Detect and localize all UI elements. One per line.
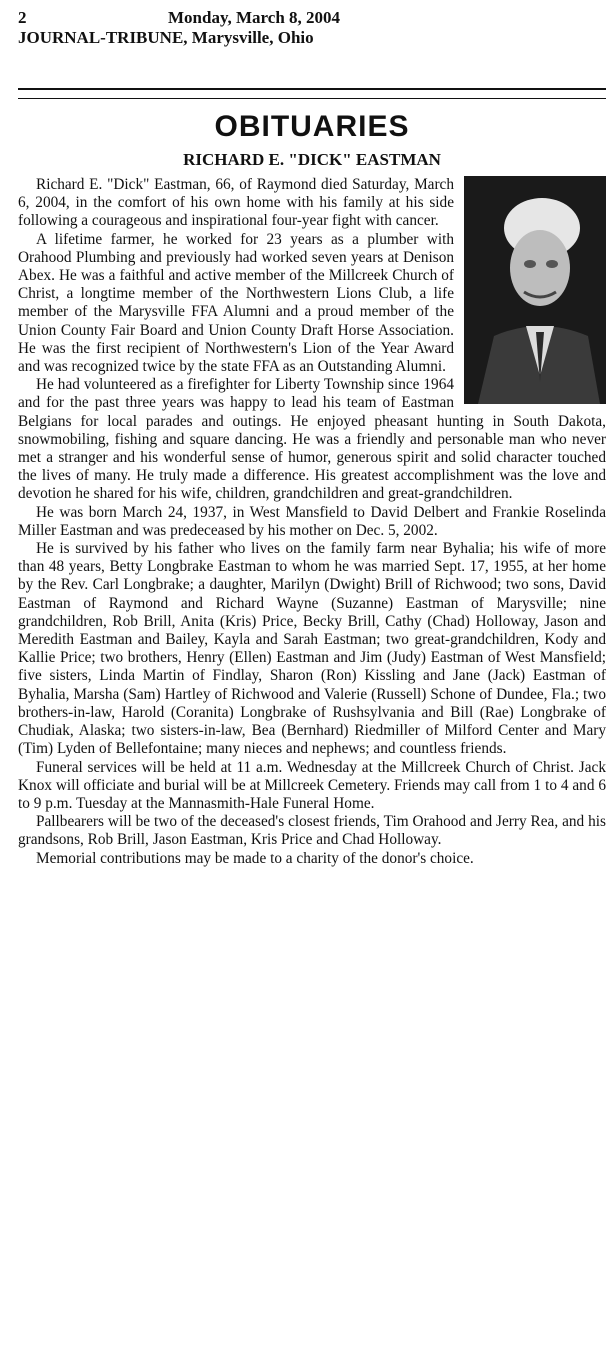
- paragraph-intro: Richard E. "Dick" Eastman, 66, of Raymond died Saturday, March 6, 2004, in the comfort of his own home with his family at his side following a courageous and inspirational four-year fight with cancer.: [18, 176, 454, 230]
- page-header: [18, 8, 608, 48]
- paragraph-memorials: Memorial contributions may be made to a charity of the donor's choice.: [36, 849, 474, 867]
- paragraph-services: Funeral services will be held at 11 a.m. Wednesday at the Millcreek Church of Christ. Jack Knox will officiate and burial will be at Millcreek Cemetery. Friends may call from 1 to 4 and 6 to 9 p.m. Tuesday at the Mannasmith-Hale Funeral Home.: [18, 758, 606, 812]
- paragraph-birth: He was born March 24, 1937, in West Mansfield to David Delbert and Frankie Roselinda Miller Eastman and was predeceased by his mother on Dec. 5, 2002.: [18, 503, 606, 539]
- photo-wrap-spacer: [454, 176, 606, 410]
- section-title: OBITUARIES: [214, 110, 410, 143]
- paragraph-career: A lifetime farmer, he worked for 23 years as a plumber with Orahood Plumbing and previously had worked seven years at Denison Abex. He was a faithful and active member of the Millcreek Church of Christ, a longtime member of the Northwestern Lions Club, a life member of the Marysville FFA Alumni and a proud member of the Union County Fair Board and Union County Draft Horse Association. He was the first recipient of Northwestern's Lion of the Year Award and was recognized twice by the state FFA as an Outstanding Alumni.: [18, 230, 454, 376]
- section-rule: [18, 88, 606, 99]
- paragraph-pallbearers: Pallbearers will be two of the deceased's closest friends, Tim Orahood and Jerry Rea, and his grandsons, Rob Brill, Jason Eastman, Kris Price and Chad Holloway.: [18, 813, 606, 849]
- page-number: 2: [18, 8, 27, 27]
- header-top-line: [18, 8, 608, 28]
- obituary-name: RICHARD E. "DICK" EASTMAN: [183, 150, 441, 169]
- publication-name: JOURNAL-TRIBUNE, Marysville, Ohio: [18, 28, 314, 47]
- paragraph-hobbies: He had volunteered as a firefighter for Liberty Township since 1964 and for the past three years was happy to lead his team of Eastman Belgians for local parades and outings. He enjoyed pheasant hunting in South Dakota, snowmobiling, fishing and square dancing. He was a friendly and personable man who never met a stranger and his wonderful sense of humor, generous spirit and solid character touched the lives of many. He truly made a difference. His greatest accomplishment was the love and devotion he shared for his wife, children, grandchildren and great-grandchildren.: [18, 376, 606, 503]
- obituary-article: [18, 176, 606, 868]
- issue-date: Monday, March 8, 2004: [168, 8, 341, 27]
- paragraph-survivors: He is survived by his father who lives on the family farm near Byhalia; his wife of more than 48 years, Betty Longbrake Eastman to whom he was married Sept. 17, 1955, at her home by the Rev. Carl Longbrake; a daughter, Marilyn (Dwight) Brill of Richwood; two sons, David Eastman of Raymond and Richard Wayne (Suzanne) Eastman of Marysville; nine grandchildren, Rob Brill, Anita (Kris) Price, Becky Brill, Cathy (Chad) Holloway, Jason and Meredith Eastman and Bailey, Kayla and Sarah Eastman; two great-grandchildren, Kody and Kallie Price; two brothers, Henry (Ellen) Eastman and Jim (Judy) Eastman of West Mansfield; five sisters, Linda Martin of Findlay, Sharon (Ron) Kissling and Jane (Jack) Eastman of Byhalia, Marsha (Sam) Hartley of Richwood and Valerie (Russell) Schone of Dundee, Fla.; two brothers-in-law, Harold (Coranita) Longbrake of Rushsylvania and Bill (Rae) Longbrake of Chudiak, Alaska; two sisters-in-law, Bea (Bernhard) Riedmiller of Milford Center and Mary (Tim) Lyden of Bellefontaine; many nieces and nephews; and countless friends.: [18, 540, 606, 758]
